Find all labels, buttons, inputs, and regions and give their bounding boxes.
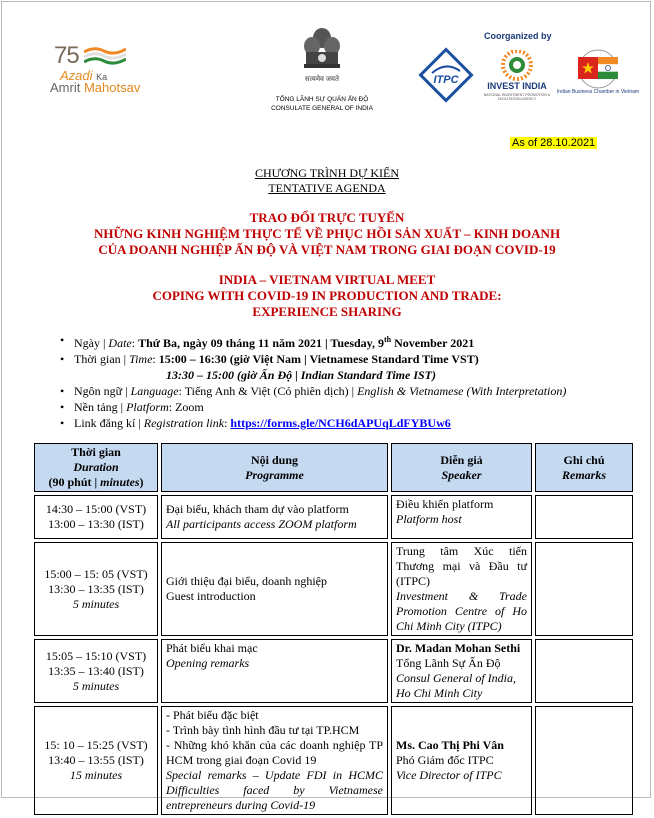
row1-speaker: Điều khiển platform Platform host xyxy=(391,495,532,539)
invest-india-logo xyxy=(481,50,553,106)
row1-time: 14:30 – 15:00 (VST) 13:00 – 13:30 (IST) xyxy=(34,495,158,539)
row1-programme: Đại biểu, khách tham dự vào platform All participants access ZOOM platform xyxy=(161,495,388,539)
table-row xyxy=(34,706,633,815)
title-vi-3: CỦA DOANH NGHIỆP ẤN ĐỘ VÀ VIỆT NAM TRONG GIAI ĐOẠN COVID-19 xyxy=(98,242,556,257)
agenda-table xyxy=(31,440,636,818)
row2-remarks xyxy=(535,542,633,636)
azadi-number: 75 xyxy=(54,42,79,69)
tentative-vi: CHƯƠNG TRÌNH DỰ KIẾN xyxy=(254,166,400,180)
registration-link[interactable]: https://forms.gle/NCH6dAPUqLdFYBUw6 xyxy=(230,416,451,430)
row3-programme: Phát biểu khai mạc Opening remarks xyxy=(161,639,388,703)
row4-speaker: Ms. Cao Thị Phi Vân Phó Giám đốc ITPC Vice Director of ITPC xyxy=(391,706,532,815)
info-time-ist: 13:30 – 15:00 (giờ Ấn Độ | Indian Standard Time IST) xyxy=(166,368,436,382)
flag-wave-icon xyxy=(84,46,126,66)
invest-india-sub: NATIONAL INVESTMENT PROMOTION & FACILITATION AGENCY xyxy=(483,93,551,101)
header-remarks: Ghi chú Remarks xyxy=(535,443,633,492)
itpc-logo xyxy=(418,47,474,103)
svg-text:ITPC: ITPC xyxy=(433,74,459,86)
title-en-1: INDIA – VIETNAM VIRTUAL MEET xyxy=(218,272,436,287)
table-row xyxy=(34,542,633,636)
row1-remarks xyxy=(535,495,633,539)
row3-remarks xyxy=(535,639,633,703)
table-row xyxy=(34,495,633,539)
as-of-date: As of 28.10.2021 xyxy=(512,137,596,149)
row2-speaker: Trung tâm Xúc tiến Thương mại và Đầu tư (ITPC) Investment & Trade Promotion Centre of Ho Chi Minh City (ITPC) xyxy=(391,542,532,636)
table-header-row xyxy=(34,443,633,492)
azadi-line1: Azadi Ka xyxy=(60,68,108,83)
invest-india-name: INVEST INDIA xyxy=(487,81,547,91)
coorganized-label: Coorganized by xyxy=(484,31,552,41)
row4-time: 15: 10 – 15:25 (VST) 13:40 – 13:55 (IST) 15 minutes xyxy=(34,706,158,815)
header-duration: Thời gian Duration (90 phút | minutes) xyxy=(34,443,158,492)
info-registration: • Link đăng kí | Registration link: https://forms.gle/NCH6dAPUqLdFYBUw6 xyxy=(60,415,566,431)
azadi-line2: Amrit Mahotsav xyxy=(50,80,141,95)
consulate-en: CONSULATE GENERAL OF INDIA xyxy=(271,105,373,112)
consulate-caption xyxy=(250,95,394,113)
row3-speaker: Dr. Madan Mohan Sethi Tổng Lãnh Sự Ấn Độ Consul General of India, Ho Chi Minh City xyxy=(391,639,532,703)
row2-programme: Giới thiệu đại biểu, doanh nghiệp Guest introduction xyxy=(161,542,388,636)
chamber-flags-icon xyxy=(556,47,640,89)
header-programme: Nội dung Programme xyxy=(161,443,388,492)
row3-time: 15:05 – 15:10 (VST) 13:35 – 13:40 (IST) 5 minutes xyxy=(34,639,158,703)
row4-remarks xyxy=(535,706,633,815)
national-emblem-icon xyxy=(300,26,344,86)
header-speaker: Diễn giả Speaker xyxy=(391,443,532,492)
title-en-2: COPING WITH COVID-19 IN PRODUCTION AND TRADE: xyxy=(152,288,502,303)
invest-india-emblem-icon xyxy=(481,50,553,82)
svg-text:सत्यमेव जयते: सत्यमेव जयते xyxy=(305,75,339,83)
chamber-caption: Indian Business Chamber in Vietnam xyxy=(556,89,640,95)
info-time: • Thời gian | Time: 15:00 – 16:30 (giờ Việt Nam | Vietnamese Standard Time VST) xyxy=(60,351,566,367)
row4-programme: - Phát biểu đặc biệt - Trình bày tình hình đầu tư tại TP.HCM - Những khó khăn của các doanh nghiệp TP HCM trong giai đoạn Covid 19 Special remarks – Update FDI in HCMC Difficulties faced by Vietnamese entrepreneurs during Covid-19 xyxy=(161,706,388,815)
info-platform: • Nền tảng | Platform: Zoom xyxy=(60,399,566,415)
event-info-list xyxy=(60,332,566,431)
table-row xyxy=(34,639,633,703)
azadi-ka-amrit-mahotsav-logo xyxy=(50,42,150,98)
indian-business-chamber-logo xyxy=(556,47,640,109)
row2-time: 15:00 – 15: 05 (VST) 13:30 – 13:35 (IST) 5 minutes xyxy=(34,542,158,636)
title-vi-1: TRAO ĐỔI TRỰC TUYẾN xyxy=(249,210,405,225)
info-language: • Ngôn ngữ | Language: Tiếng Anh & Việt (Có phiên dịch) | English & Vietnamese (With Interpretation) xyxy=(60,383,566,399)
title-en-3: EXPERIENCE SHARING xyxy=(252,304,402,319)
tentative-en: TENTATIVE AGENDA xyxy=(268,181,386,195)
info-date: • Ngày | Date: Thứ Ba, ngày 09 tháng 11 năm 2021 | Tuesday, 9th November 2021 xyxy=(60,332,566,351)
title-vi-2: NHỮNG KINH NGHIỆM THỰC TẾ VỀ PHỤC HỒI SẢN XUẤT – KINH DOANH xyxy=(93,226,561,241)
consulate-vi: TỔNG LÃNH SỰ QUÁN ẤN ĐỘ xyxy=(275,96,369,103)
